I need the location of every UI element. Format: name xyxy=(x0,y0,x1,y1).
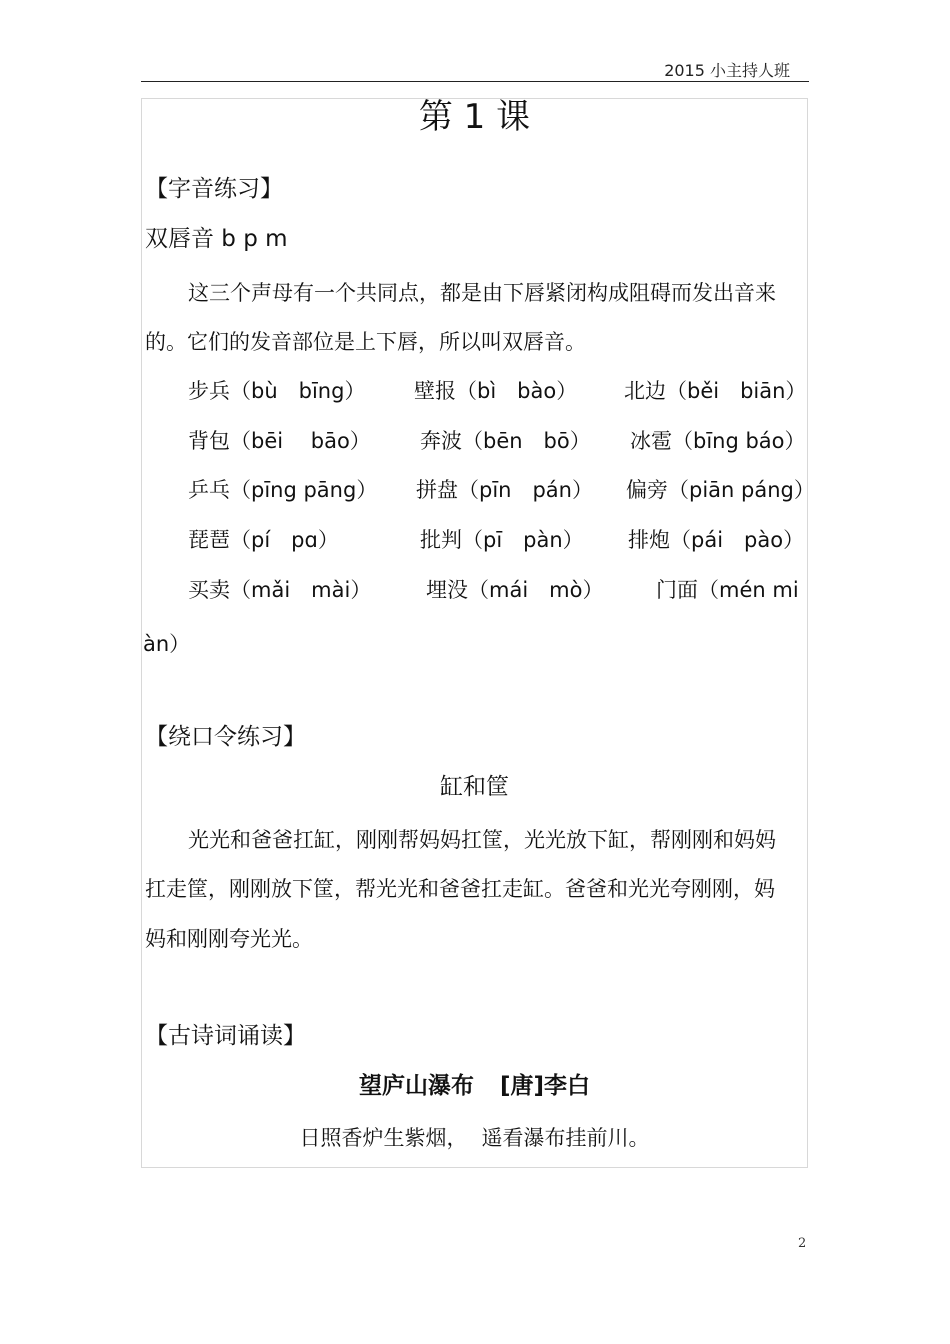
header-course-name: 2015 小主持人班 xyxy=(664,61,790,80)
word-pair: 北边（běi biān） xyxy=(624,379,807,403)
word-pair: 偏旁（piān páng） xyxy=(626,478,815,502)
poem-author: [唐]李白 xyxy=(499,1073,591,1099)
header-rule xyxy=(141,81,809,82)
word-pair: 排炮（pái pào） xyxy=(628,528,805,552)
phonetics-subheading: 双唇音 b p m xyxy=(145,226,288,252)
phonetics-heading: 【字音练习】 xyxy=(145,176,283,202)
poem-title: 望庐山瀑布 xyxy=(358,1073,474,1099)
page-number: 2 xyxy=(798,1236,807,1251)
poem-line-1: 日照香炉生紫烟， xyxy=(299,1126,468,1150)
tongue-twister-heading: 【绕口令练习】 xyxy=(145,724,306,750)
word-pair: 批判（pī pàn） xyxy=(420,528,584,552)
tongue-twister-title: 缸和筐 xyxy=(440,774,509,800)
content-frame xyxy=(141,98,808,1168)
poem-line-2: 遥看瀑布挂前川。 xyxy=(481,1126,650,1150)
word-pair: 奔波（bēn bō） xyxy=(420,429,591,453)
word-pair: 步兵（bù bīng） xyxy=(188,379,366,403)
word-pair: 背包（bēi bāo） xyxy=(188,429,371,453)
tongue-twister-line-1: 光光和爸爸扛缸，刚刚帮妈妈扛筐，光光放下缸，帮刚刚和妈妈 xyxy=(188,828,776,852)
phonetics-intro-line-1: 这三个声母有一个共同点，都是由下唇紧闭构成阻碍而发出音来 xyxy=(188,281,776,305)
poem-title-line xyxy=(141,1071,808,1101)
word-pair: 冰雹（bīng báo） xyxy=(630,429,806,453)
word-pair: 壁报（bì bào） xyxy=(414,379,578,403)
word-pair: 乒乓（pīng pāng） xyxy=(188,478,378,502)
poem-line xyxy=(141,1124,808,1152)
word-pair: 拼盘（pīn pán） xyxy=(416,478,593,502)
phonetics-intro-line-2: 的。它们的发音部位是上下唇，所以叫双唇音。 xyxy=(145,330,586,354)
poem-heading: 【古诗词诵读】 xyxy=(145,1023,306,1049)
word-pair: 琵琶（pí pɑ） xyxy=(188,528,339,552)
word-pair: 埋没（mái mò） xyxy=(426,578,604,602)
tongue-twister-line-3: 妈和刚刚夸光光。 xyxy=(145,927,313,951)
word-pair-wrap: àn） xyxy=(143,632,191,656)
word-pair: 买卖（mǎi mài） xyxy=(188,578,372,602)
tongue-twister-line-2: 扛走筐，刚刚放下筐，帮光光和爸爸扛走缸。爸爸和光光夸刚刚，妈 xyxy=(145,877,775,901)
lesson-title: 第 1 课 xyxy=(418,97,531,137)
word-pair: 门面（mén mi xyxy=(656,578,799,602)
